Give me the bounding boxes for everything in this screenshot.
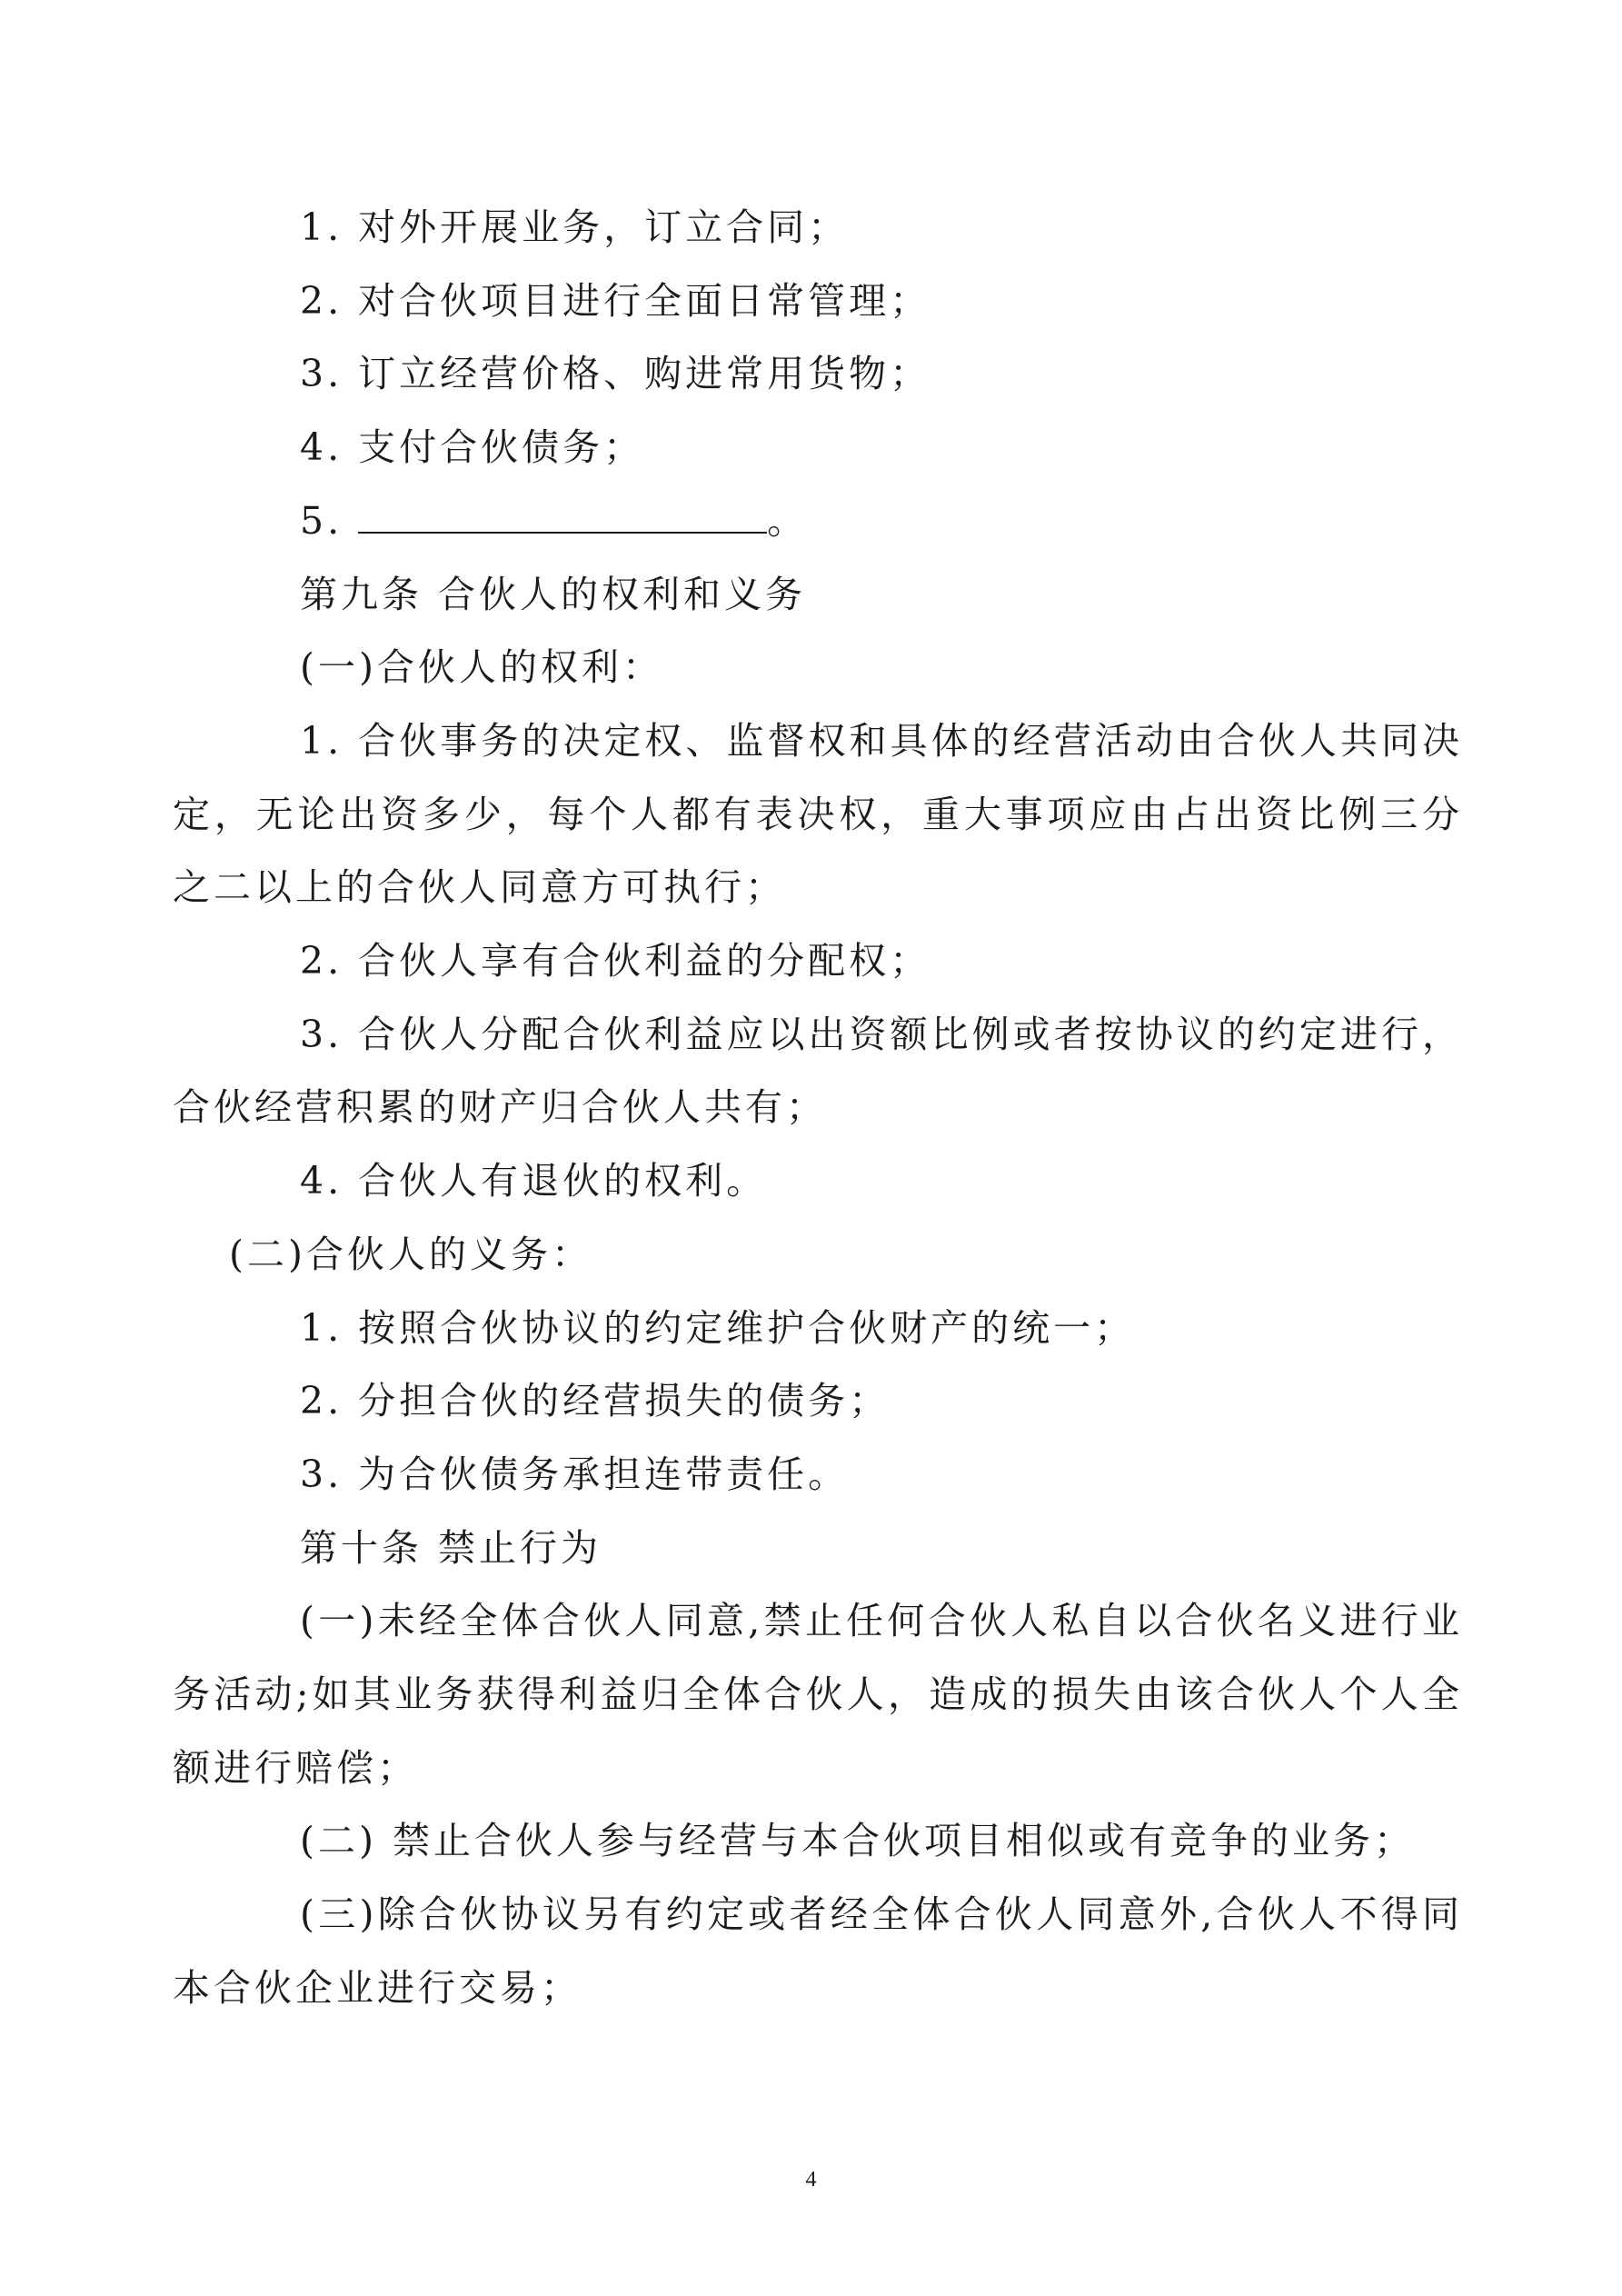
duties-heading: (二)合伙人的义务： <box>229 1232 592 1276</box>
rights-item-2: 2. 合伙人享有合伙利益的分配权； <box>300 939 931 983</box>
article-9-title: 第九条 合伙人的权利和义务 <box>300 572 807 616</box>
rights-heading: (一)合伙人的权利： <box>300 645 663 690</box>
page-number: 4 <box>805 2168 817 2191</box>
document-body <box>173 191 1463 2025</box>
duty-item-5 <box>173 484 1463 558</box>
prohibit-item-1: (一)未经全体合伙人同意,禁止任何合伙人私自以合伙名义进行业务活动;如其业务获得利益归全体合伙人，造成的损失由该合伙人个人全额进行赔偿； <box>173 1599 1463 1790</box>
duty-item-5-end: 。 <box>767 498 809 543</box>
duty-item-3: 3. 订立经营价格、购进常用货物； <box>300 352 931 396</box>
fill-in-blank <box>358 499 767 534</box>
duties-item-2: 2. 分担合伙的经营损失的债务； <box>300 1379 891 1423</box>
prohibit-item-2: (二) 禁止合伙人参与经营与本合伙项目相似或有竞争的业务； <box>300 1819 1416 1863</box>
duty-item-5-number: 5. <box>300 498 359 543</box>
duty-item-2: 2. 对合伙项目进行全面日常管理； <box>300 278 931 323</box>
rights-item-1: 1. 合伙事务的决定权、监督权和具体的经营活动由合伙人共同决定，无论出资多少，每个人都有表决权，重大事项应由占出资比例三分之二以上的合伙人同意方可执行； <box>173 718 1463 910</box>
duty-item-4: 4. 支付合伙债务； <box>300 425 645 470</box>
duty-item-1: 1. 对外开展业务，订立合同； <box>300 205 850 249</box>
rights-item-4: 4. 合伙人有退伙的权利。 <box>300 1159 768 1203</box>
duties-item-3: 3. 为合伙债务承担连带责任。 <box>300 1452 850 1496</box>
rights-item-3: 3. 合伙人分配合伙利益应以出资额比例或者按协议的约定进行，合伙经营积累的财产归合伙人共有； <box>173 1012 1463 1130</box>
article-10-title: 第十条 禁止行为 <box>300 1525 602 1570</box>
prohibit-item-3: (三)除合伙协议另有约定或者经全体合伙人同意外,合伙人不得同本合伙企业进行交易； <box>173 1892 1463 2010</box>
duties-item-1: 1. 按照合伙协议的约定维护合伙财产的统一； <box>300 1305 1136 1350</box>
